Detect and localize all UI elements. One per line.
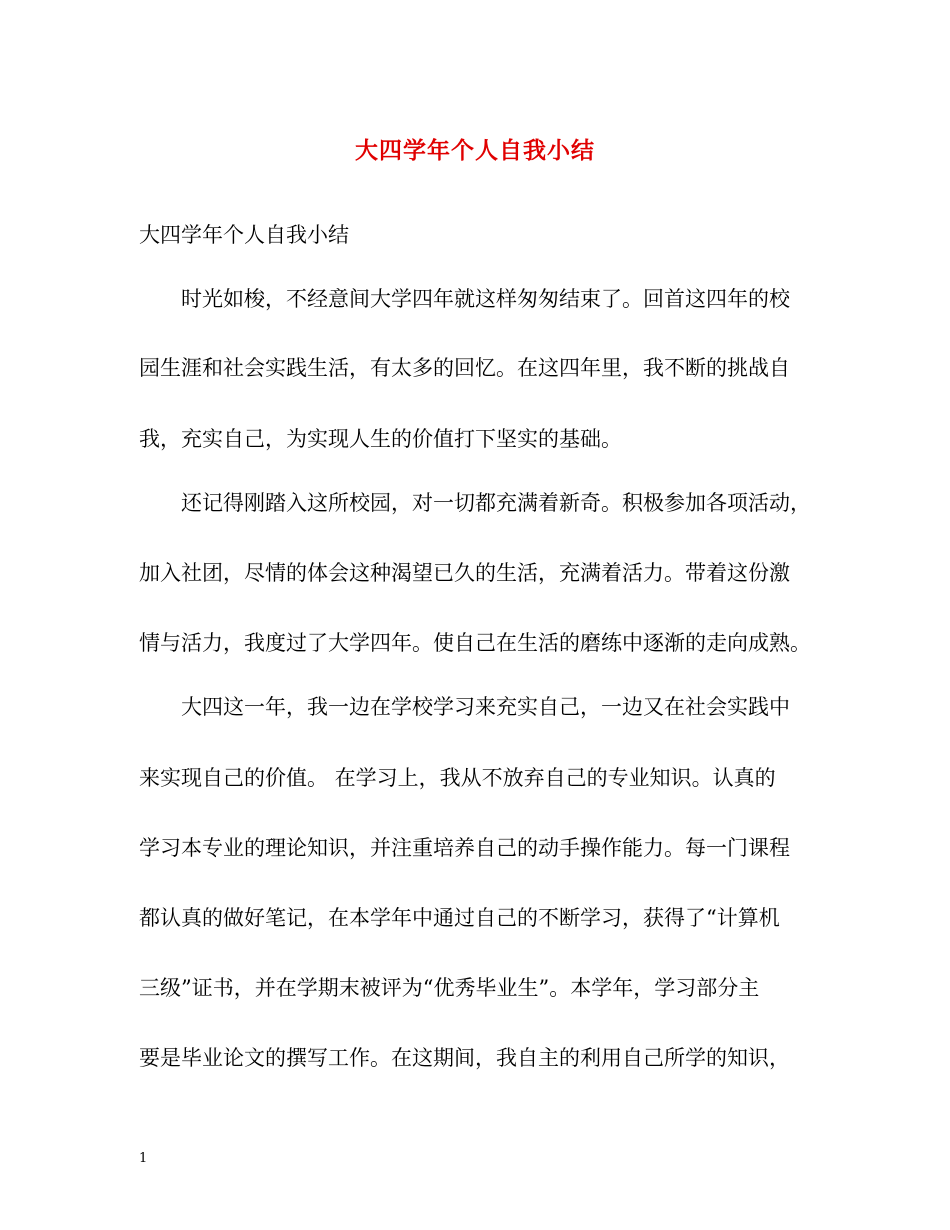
paragraph-3-line-1: 大四这一年，我一边在学校学习来充实自己，一边又在社会实践中 [181,695,790,719]
page-number: 1 [139,1151,148,1166]
paragraph-3-line-4: 都认真的做好笔记，在本学年中通过自己的不断学习，获得了“计算机 [139,906,780,930]
paragraph-3-line-3: 学习本专业的理论知识，并注重培养自己的动手操作能力。每一门课程 [139,836,790,860]
paragraph-2-line-2: 加入社团，尽情的体会这种渴望已久的生活，充满着活力。带着这份激 [139,561,790,585]
paragraph-1-line-2: 园生涯和社会实践生活，有太多的回忆。在这四年里，我不断的挑战自 [139,356,790,380]
paragraph-3-line-2: 来实现自己的价值。 在学习上，我从不放弃自己的专业知识。认真的 [139,766,776,790]
paragraph-1-line-3: 我，充实自己，为实现人生的价值打下坚实的基础。 [139,427,622,451]
paragraph-1-line-1: 时光如梭，不经意间大学四年就这样匆匆结束了。回首这四年的校 [181,287,790,311]
paragraph-2-line-3: 情与活力，我度过了大学四年。使自己在生活的磨练中逐渐的走向成熟。 [139,631,811,655]
paragraph-2-line-1: 还记得刚踏入这所校园，对一切都充满着新奇。积极参加各项活动， [181,491,811,515]
document-subtitle: 大四学年个人自我小结 [139,223,349,247]
paragraph-3-line-6: 要是毕业论文的撰写工作。在这期间，我自主的利用自己所学的知识， [139,1046,790,1070]
document-title: 大四学年个人自我小结 [355,137,595,164]
paragraph-3-line-5: 三级”证书，并在学期末被评为“优秀毕业生”。本学年，学习部分主 [139,976,760,1000]
